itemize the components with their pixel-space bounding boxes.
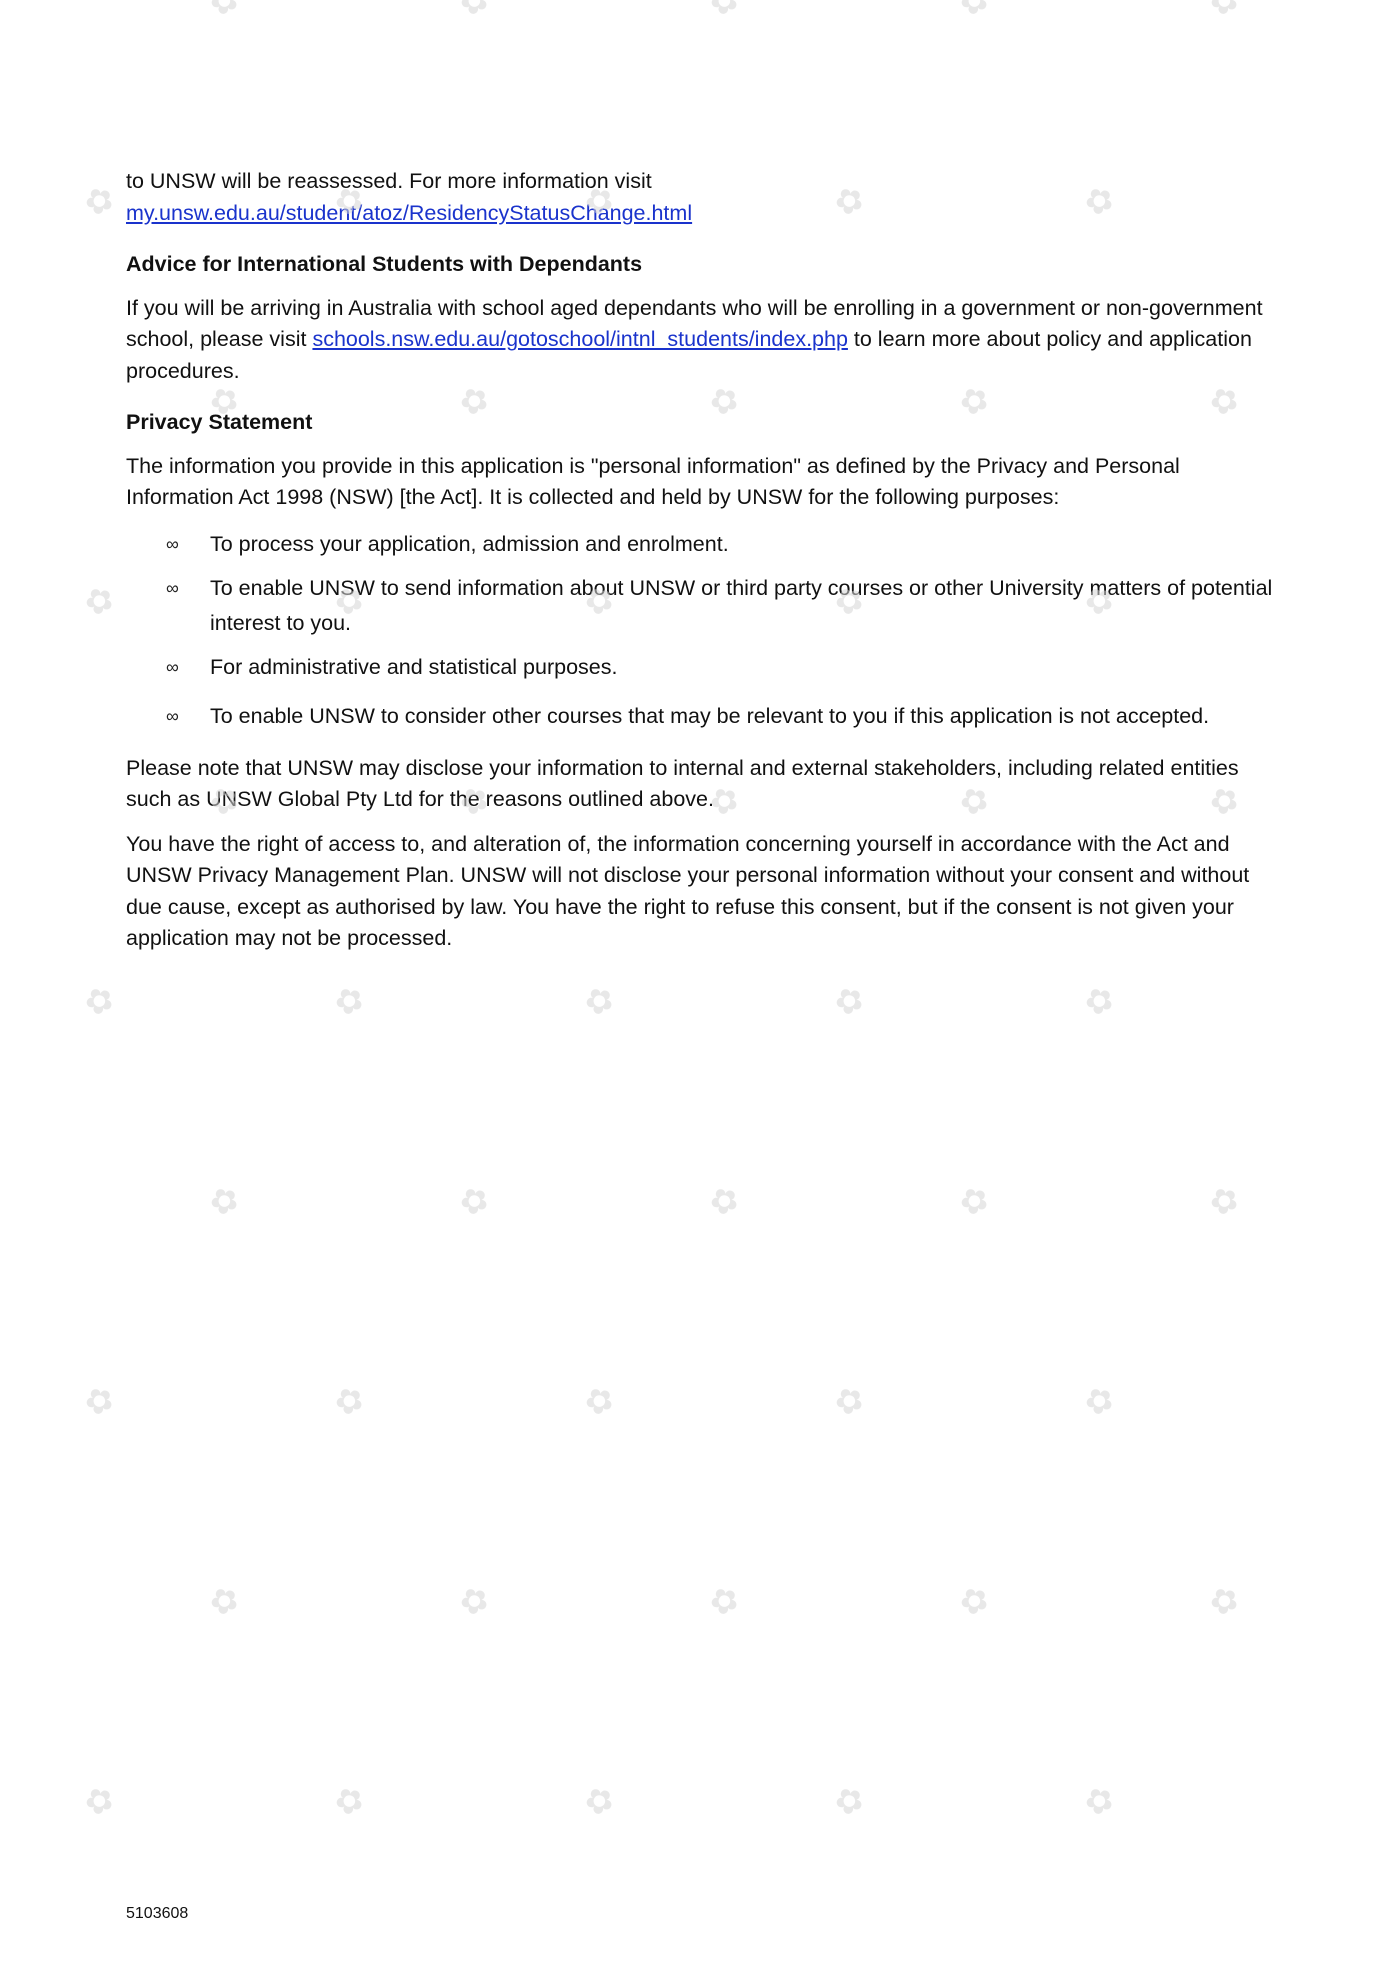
infinity-bullet-icon: ∞ bbox=[166, 533, 179, 554]
infinity-bullet-icon: ∞ bbox=[166, 656, 179, 677]
residency-intro-text: to UNSW will be reassessed. For more information visit bbox=[126, 169, 652, 193]
watermark-logo-icon bbox=[0, 374, 2, 426]
watermark-logo-icon bbox=[1078, 1374, 1127, 1426]
watermark-logo-icon bbox=[0, 1174, 2, 1226]
watermark-logo-icon bbox=[78, 1374, 127, 1426]
purpose-text: To enable UNSW to send information about UNSW or third party courses or other University matters of potential interest to you. bbox=[210, 575, 1273, 635]
watermark-logo-icon bbox=[828, 1374, 877, 1426]
disclosure-paragraph: Please note that UNSW may disclose your information to internal and external stakeholders, including related entities such as UNSW Global Pty Ltd for the reasons outlined above. bbox=[126, 755, 1239, 811]
watermark-logo-icon bbox=[0, 774, 2, 826]
watermark-logo-icon bbox=[1203, 0, 1252, 26]
dependants-text-after: to learn more about policy and application procedures. bbox=[126, 327, 1252, 383]
list-item bbox=[126, 694, 1276, 739]
watermark-logo-icon bbox=[78, 1774, 127, 1826]
privacy-purposes-list bbox=[126, 527, 1276, 739]
watermark-logo-icon bbox=[578, 974, 627, 1026]
access-paragraph: You have the right of access to, and alteration of, the information concerning yourself in accordance with the Act and UNSW Privacy Management Plan. UNSW will not disclose your personal information without your consent and without due cause, except as authorised by law. You have the right to refuse this consent, but if the consent is not given your application may not be processed. bbox=[126, 831, 1250, 950]
watermark-logo-icon bbox=[453, 1174, 502, 1226]
watermark-logo-icon bbox=[828, 974, 877, 1026]
watermark-logo-icon bbox=[703, 1574, 752, 1626]
watermark-logo-icon bbox=[953, 1174, 1002, 1226]
watermark-logo-icon bbox=[1203, 1574, 1252, 1626]
watermark-logo-icon bbox=[578, 1374, 627, 1426]
watermark-logo-icon bbox=[1078, 1774, 1127, 1826]
privacy-intro: The information you provide in this application is "personal information" as defined by the Privacy and Personal Information Act 1998 (NSW) [the Act]. It is collected and held by UNSW for the following purposes: bbox=[126, 453, 1180, 509]
document-code: 5103608 bbox=[126, 1905, 189, 1922]
watermark-logo-icon bbox=[578, 1774, 627, 1826]
dependants-text-before: If you will be arriving in Australia with school aged dependants who will be enrolling in a government or non-government school, please visit bbox=[126, 295, 1263, 351]
residency-link-line bbox=[126, 198, 1276, 230]
purpose-text: To enable UNSW to consider other courses that may be relevant to you if this application is not accepted. bbox=[210, 703, 1210, 728]
watermark-logo-icon bbox=[953, 0, 1002, 26]
watermark-logo-icon bbox=[703, 1174, 752, 1226]
list-item bbox=[126, 527, 1276, 562]
watermark-logo-icon bbox=[78, 974, 127, 1026]
watermark-logo-icon bbox=[203, 1174, 252, 1226]
watermark-logo-icon bbox=[203, 0, 252, 26]
watermark-logo-icon bbox=[953, 1574, 1002, 1626]
purpose-text: To process your application, admission and enrolment. bbox=[210, 531, 729, 556]
privacy-heading: Privacy Statement bbox=[126, 410, 313, 434]
watermark-logo-icon bbox=[0, 1574, 2, 1626]
watermark-logo-icon bbox=[78, 174, 127, 226]
dependants-heading: Advice for International Students with Dependants bbox=[126, 252, 643, 276]
watermark-logo-icon bbox=[1078, 974, 1127, 1026]
infinity-bullet-icon: ∞ bbox=[166, 705, 179, 726]
watermark-logo-icon bbox=[453, 0, 502, 26]
dependants-paragraph bbox=[126, 293, 1276, 388]
watermark-logo-icon bbox=[78, 574, 127, 626]
watermark-logo-icon bbox=[203, 1574, 252, 1626]
schools-nsw-link[interactable]: schools.nsw.edu.au/gotoschool/intnl_students/index.php bbox=[312, 327, 848, 351]
document-body bbox=[126, 166, 1276, 968]
list-item bbox=[126, 650, 1276, 685]
watermark-logo-icon bbox=[328, 1774, 377, 1826]
watermark-logo-icon bbox=[453, 1574, 502, 1626]
infinity-bullet-icon: ∞ bbox=[166, 577, 179, 598]
watermark-logo-icon bbox=[828, 1774, 877, 1826]
watermark-logo-icon bbox=[328, 974, 377, 1026]
list-item bbox=[126, 571, 1276, 641]
watermark-logo-icon bbox=[1203, 1174, 1252, 1226]
residency-status-link[interactable]: my.unsw.edu.au/student/atoz/ResidencyStatusChange.html bbox=[126, 200, 693, 225]
watermark-logo-icon bbox=[328, 1374, 377, 1426]
watermark-logo-icon bbox=[0, 0, 2, 26]
purpose-text: For administrative and statistical purposes. bbox=[210, 654, 618, 679]
watermark-logo-icon bbox=[703, 0, 752, 26]
